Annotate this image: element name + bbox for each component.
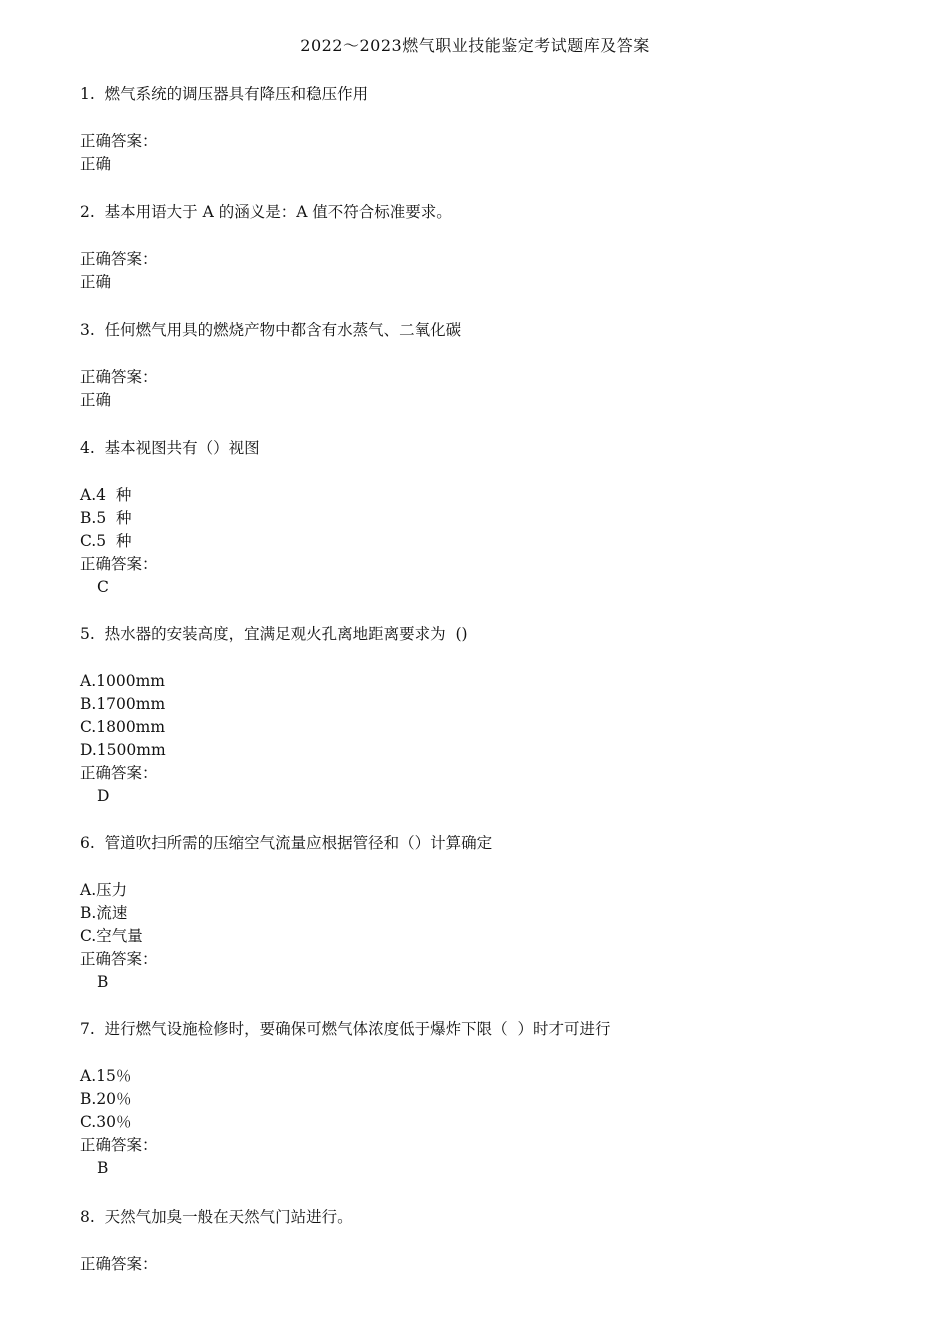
answer-value: C — [97, 578, 109, 596]
answer-label: 正确答案： — [80, 950, 158, 968]
question-block — [80, 1206, 900, 1276]
option-b: B.1700mm — [80, 695, 166, 713]
answer-label: 正确答案： — [80, 764, 158, 782]
option-a: A.15％ — [80, 1067, 132, 1085]
option-b: B.流速 — [80, 904, 128, 922]
option-a: A.压力 — [80, 881, 128, 899]
option-c: C.5 种 — [80, 532, 132, 550]
question-text: 5. 热水器的安装高度，宜满足观火孔离地距离要求为 () — [80, 625, 468, 643]
question-block — [80, 319, 900, 412]
question-text: 7. 进行燃气设施检修时，要确保可燃气体浓度低于爆炸下限（ ）时才可进行 — [80, 1020, 611, 1038]
answer-value: B — [97, 973, 109, 991]
question-text: 4. 基本视图共有（）视图 — [80, 439, 260, 457]
question-text: 3. 任何燃气用具的燃烧产物中都含有水蒸气、二氧化碳 — [80, 321, 462, 339]
question-block — [80, 623, 900, 808]
answer-value: B — [97, 1159, 109, 1177]
question-text: 1. 燃气系统的调压器具有降压和稳压作用 — [80, 85, 369, 103]
option-c: C.1800mm — [80, 718, 166, 736]
option-d: D.1500mm — [80, 741, 166, 759]
document-title: 2022～2023燃气职业技能鉴定考试题库及答案 — [300, 36, 650, 55]
question-block — [80, 832, 900, 994]
option-a: A.4 种 — [80, 486, 132, 504]
answer-label: 正确答案： — [80, 132, 158, 150]
question-block — [80, 437, 900, 599]
option-b: B.20％ — [80, 1090, 132, 1108]
answer-label: 正确答案： — [80, 368, 158, 386]
option-c: C.空气量 — [80, 927, 143, 945]
answer-label: 正确答案： — [80, 250, 158, 268]
option-b: B.5 种 — [80, 509, 132, 527]
answer-label: 正确答案： — [80, 1255, 158, 1273]
question-text: 8. 天然气加臭一般在天然气门站进行。 — [80, 1208, 353, 1226]
question-text: 2. 基本用语大于 A 的涵义是：A 值不符合标准要求。 — [80, 203, 452, 221]
answer-value: 正确 — [80, 391, 112, 409]
option-c: C.30％ — [80, 1113, 132, 1131]
question-block — [80, 83, 900, 176]
answer-value: 正确 — [80, 273, 112, 291]
option-a: A.1000mm — [80, 672, 165, 690]
question-text: 6. 管道吹扫所需的压缩空气流量应根据管径和（）计算确定 — [80, 834, 493, 852]
question-block — [80, 1018, 900, 1180]
answer-value: 正确 — [80, 155, 112, 173]
question-block — [80, 201, 900, 294]
answer-value: D — [97, 787, 110, 805]
answer-label: 正确答案： — [80, 555, 158, 573]
answer-label: 正确答案： — [80, 1136, 158, 1154]
